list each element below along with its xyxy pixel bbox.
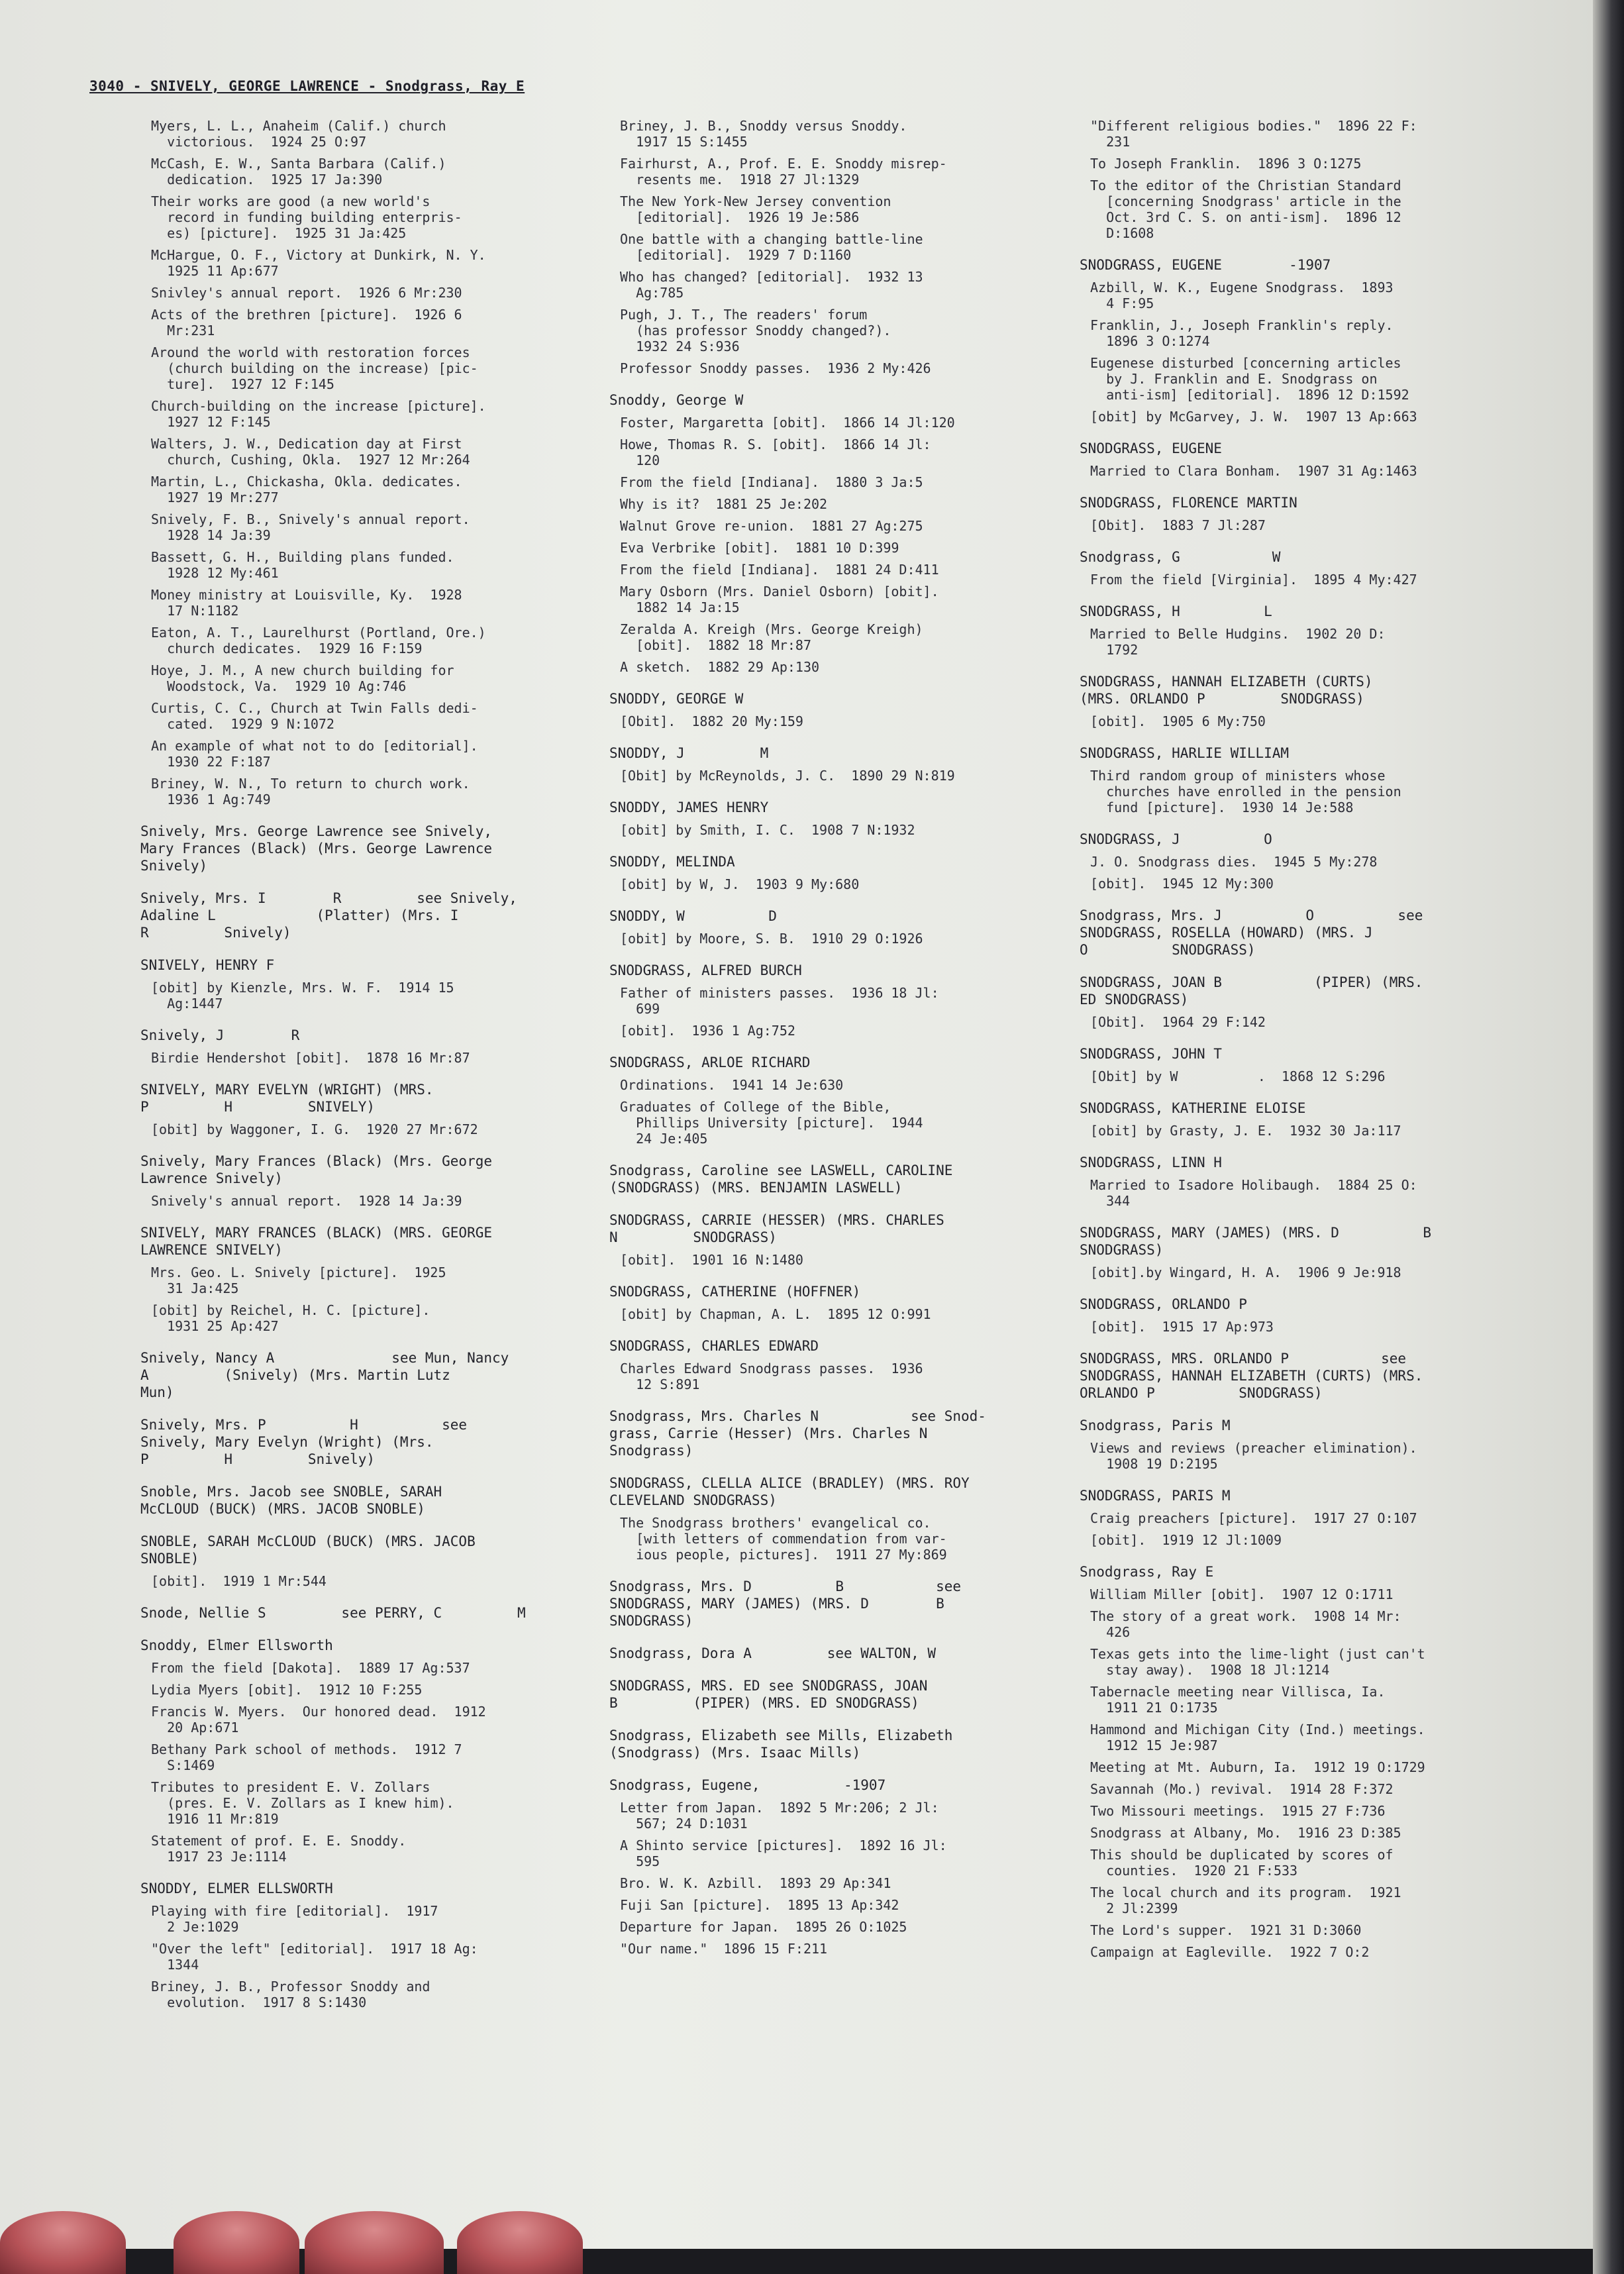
index-group bbox=[609, 1578, 1073, 1629]
index-entry: [obit] by Kienzle, Mrs. W. F. 1914 15 Ag:1447 bbox=[151, 980, 454, 1011]
index-group bbox=[609, 745, 1073, 784]
index-entry: [obit]. 1915 17 Ap:973 bbox=[1090, 1319, 1274, 1335]
index-heading: SNODGRASS, CHARLES EDWARD bbox=[609, 1338, 819, 1354]
index-entry: Fairhurst, A., Prof. E. E. Snoddy misrep- resents me. 1918 27 Jl:1329 bbox=[620, 156, 947, 187]
index-group bbox=[1080, 256, 1530, 425]
index-entry: [obit]. 1936 1 Ag:752 bbox=[620, 1023, 795, 1039]
index-entry: [obit] by Moore, S. B. 1910 29 O:1926 bbox=[620, 931, 923, 947]
index-group bbox=[609, 118, 1073, 376]
index-entry: Texas gets into the lime-light (just can't stay away). 1908 18 Jl:1214 bbox=[1090, 1646, 1425, 1678]
index-entry: The Snodgrass brothers' evangelical co. [with letters of commendation from var- ious people, pictures]. 1911 27 My:869 bbox=[620, 1515, 947, 1563]
index-group bbox=[1080, 974, 1530, 1030]
index-heading: SNODGRASS, EUGENE bbox=[1080, 440, 1222, 456]
index-entry: From the field [Indiana]. 1881 24 D:411 bbox=[620, 562, 939, 578]
index-heading: SNODGRASS, KATHERINE ELOISE bbox=[1080, 1100, 1306, 1116]
index-heading: Snodgrass, Dora A see WALTON, W bbox=[609, 1645, 937, 1661]
index-group bbox=[1080, 1487, 1530, 1548]
index-entry: [obit] by Chapman, A. L. 1895 12 O:991 bbox=[620, 1306, 931, 1322]
index-entry: [Obit] by McReynolds, J. C. 1890 29 N:819 bbox=[620, 768, 955, 784]
index-entry: A Shinto service [pictures]. 1892 16 Jl: 595 bbox=[620, 1837, 947, 1869]
index-entry: [Obit]. 1883 7 Jl:287 bbox=[1090, 517, 1266, 533]
index-group bbox=[140, 1224, 604, 1334]
index-heading: SNODGRASS, JOHN T bbox=[1080, 1046, 1222, 1062]
index-entry: Snodgrass at Albany, Mo. 1916 23 D:385 bbox=[1090, 1825, 1401, 1841]
index-group bbox=[140, 1027, 604, 1066]
index-entry: Fuji San [picture]. 1895 13 Ap:342 bbox=[620, 1897, 899, 1913]
index-group bbox=[609, 690, 1073, 729]
index-heading: Snoble, Mrs. Jacob see SNOBLE, SARAH McCLOUD (BUCK) (MRS. JACOB SNOBLE) bbox=[140, 1484, 442, 1517]
index-group bbox=[609, 1283, 1073, 1322]
index-entry: Briney, W. N., To return to church work. 1936 1 Ag:749 bbox=[151, 776, 470, 807]
index-entry: Foster, Margaretta [obit]. 1866 14 Jl:120 bbox=[620, 415, 955, 431]
index-entry: Statement of prof. E. E. Snoddy. 1917 23 Je:1114 bbox=[151, 1833, 407, 1865]
index-entry: [obit] by Smith, I. C. 1908 7 N:1932 bbox=[620, 822, 915, 838]
index-entry: The story of a great work. 1908 14 Mr: 426 bbox=[1090, 1608, 1401, 1640]
index-group bbox=[1080, 1350, 1530, 1402]
index-group bbox=[1080, 440, 1530, 479]
index-entry: Pugh, J. T., The readers' forum (has professor Snoddy changed?). 1932 24 S:936 bbox=[620, 307, 891, 354]
index-group bbox=[140, 118, 604, 807]
index-group bbox=[609, 907, 1073, 947]
index-entry: Azbill, W. K., Eugene Snodgrass. 1893 4 F:95 bbox=[1090, 280, 1394, 311]
index-group bbox=[140, 1416, 604, 1468]
index-heading: Snively, Nancy A see Mun, Nancy A (Snively) (Mrs. Martin Lutz Mun) bbox=[140, 1350, 509, 1400]
index-heading: SNODGRASS, CATHERINE (HOFFNER) bbox=[609, 1284, 861, 1300]
index-entry: Howe, Thomas R. S. [obit]. 1866 14 Jl: 120 bbox=[620, 437, 931, 468]
index-entry: Departure for Japan. 1895 26 O:1025 bbox=[620, 1919, 907, 1935]
index-entry: This should be duplicated by scores of counties. 1920 21 F:533 bbox=[1090, 1847, 1394, 1879]
index-entry: [obit] by W, J. 1903 9 My:680 bbox=[620, 876, 860, 892]
index-heading: Snodgrass, Paris M bbox=[1080, 1418, 1231, 1433]
index-entry: Married to Isadore Holibaugh. 1884 25 O: 344 bbox=[1090, 1177, 1417, 1209]
index-heading: SNODGRASS, MRS. ED see SNODGRASS, JOAN B (PIPER) (MRS. ED SNODGRASS) bbox=[609, 1678, 928, 1711]
index-heading: SNODGRASS, MARY (JAMES) (MRS. D B SNODGRASS) bbox=[1080, 1225, 1432, 1258]
index-entry: Briney, J. B., Professor Snoddy and evolution. 1917 8 S:1430 bbox=[151, 1979, 431, 2010]
column-right bbox=[1080, 118, 1530, 1975]
index-entry: [obit]. 1919 12 Jl:1009 bbox=[1090, 1532, 1282, 1548]
index-entry: Martin, L., Chickasha, Okla. dedicates. 1927 19 Mr:277 bbox=[151, 474, 462, 505]
index-heading: SNODGRASS, HANNAH ELIZABETH (CURTS) (MRS. ORLANDO P SNODGRASS) bbox=[1080, 674, 1373, 707]
index-entry: [obit].by Wingard, H. A. 1906 9 Je:918 bbox=[1090, 1265, 1401, 1280]
index-entry: Graduates of College of the Bible, Phillips University [picture]. 1944 24 Je:405 bbox=[620, 1099, 923, 1147]
index-group bbox=[609, 1727, 1073, 1761]
index-entry: To the editor of the Christian Standard [concerning Snodgrass' article in the Oct. 3rd C. S. on anti-ism]. 1896 12 D:1608 bbox=[1090, 178, 1401, 241]
index-entry: Who has changed? [editorial]. 1932 13 Ag:785 bbox=[620, 269, 923, 301]
index-group bbox=[140, 1880, 604, 2010]
index-heading: SNODGRASS, FLORENCE MARTIN bbox=[1080, 495, 1297, 511]
index-entry: One battle with a changing battle-line [editorial]. 1929 7 D:1160 bbox=[620, 231, 923, 263]
index-heading: Snively, Mrs. George Lawrence see Snively, Mary Frances (Black) (Mrs. George Lawrence Snively) bbox=[140, 823, 493, 874]
index-heading: Snodgrass, Mrs. D B see SNODGRASS, MARY (JAMES) (MRS. D B SNODGRASS) bbox=[609, 1578, 962, 1629]
index-heading: Snively, Mrs. I R see Snively, Adaline L (Platter) (Mrs. I R Snively) bbox=[140, 890, 517, 941]
index-entry: Lydia Myers [obit]. 1912 10 F:255 bbox=[151, 1682, 423, 1698]
index-group bbox=[1080, 745, 1530, 815]
index-entry: Father of ministers passes. 1936 18 Jl: 699 bbox=[620, 985, 939, 1017]
index-heading: SNODDY, MELINDA bbox=[609, 854, 735, 870]
index-entry: Bro. W. K. Azbill. 1893 29 Ap:341 bbox=[620, 1875, 891, 1891]
index-entry: Money ministry at Louisville, Ky. 1928 17 N:1182 bbox=[151, 587, 462, 619]
index-heading: SNODDY, ELMER ELLSWORTH bbox=[140, 1881, 333, 1896]
index-heading: SNODGRASS, H L bbox=[1080, 603, 1272, 619]
index-group bbox=[609, 1677, 1073, 1712]
index-entry: Ordinations. 1941 14 Je:630 bbox=[620, 1077, 844, 1093]
index-heading: SNODGRASS, ALFRED BURCH bbox=[609, 962, 802, 978]
index-group bbox=[140, 1483, 604, 1518]
index-entry: Snivley's annual report. 1926 6 Mr:230 bbox=[151, 285, 462, 301]
index-entry: Their works are good (a new world's record in funding building enterpris- es) [picture]. 1925 31 Ja:425 bbox=[151, 193, 462, 241]
index-entry: [obit]. 1901 16 N:1480 bbox=[620, 1252, 803, 1268]
index-heading: Snodgrass, Mrs. Charles N see Snod- grass, Carrie (Hesser) (Mrs. Charles N Snodgrass) bbox=[609, 1408, 986, 1459]
index-heading: SNODGRASS, ARLOE RICHARD bbox=[609, 1055, 811, 1070]
index-group bbox=[140, 823, 604, 874]
index-heading: SNIVELY, MARY EVELYN (WRIGHT) (MRS. P H SNIVELY) bbox=[140, 1082, 434, 1115]
index-heading: Snodgrass, G W bbox=[1080, 549, 1281, 565]
index-entry: William Miller [obit]. 1907 12 O:1711 bbox=[1090, 1586, 1394, 1602]
index-group bbox=[609, 799, 1073, 838]
index-entry: Walnut Grove re-union. 1881 27 Ag:275 bbox=[620, 518, 923, 534]
index-group bbox=[1080, 1154, 1530, 1209]
index-entry: Charles Edward Snodgrass passes. 1936 12 S:891 bbox=[620, 1361, 923, 1392]
index-group bbox=[609, 1162, 1073, 1196]
index-entry: From the field [Indiana]. 1880 3 Ja:5 bbox=[620, 474, 923, 490]
index-entry: Around the world with restoration forces (church building on the increase) [pic- ture]. 1927 12 F:145 bbox=[151, 344, 478, 392]
index-heading: SNODGRASS, J O bbox=[1080, 831, 1272, 847]
index-entry: Bassett, G. H., Building plans funded. 1928 12 My:461 bbox=[151, 549, 454, 581]
index-entry: Briney, J. B., Snoddy versus Snoddy. 1917 15 S:1455 bbox=[620, 118, 907, 150]
index-entry: [obit]. 1919 1 Mr:544 bbox=[151, 1573, 327, 1589]
index-heading: SNODGRASS, CARRIE (HESSER) (MRS. CHARLES N SNODGRASS) bbox=[609, 1212, 944, 1245]
index-heading: Snodgrass, Elizabeth see Mills, Elizabeth (Snodgrass) (Mrs. Isaac Mills) bbox=[609, 1728, 953, 1761]
index-entry: "Our name." 1896 15 F:211 bbox=[620, 1941, 828, 1957]
index-group bbox=[140, 1153, 604, 1209]
index-entry: [obit] by Waggoner, I. G. 1920 27 Mr:672 bbox=[151, 1121, 478, 1137]
index-group bbox=[1080, 1417, 1530, 1472]
index-group bbox=[140, 1637, 604, 1865]
index-entry: Tabernacle meeting near Villisca, Ia. 1911 21 O:1735 bbox=[1090, 1684, 1386, 1716]
index-heading: Snodgrass, Eugene, -1907 bbox=[609, 1777, 886, 1793]
index-entry: [Obit] by W . 1868 12 S:296 bbox=[1090, 1068, 1386, 1084]
index-heading: Snively, J R bbox=[140, 1027, 300, 1043]
index-entry: Mrs. Geo. L. Snively [picture]. 1925 31 Ja:425 bbox=[151, 1265, 446, 1296]
index-entry: Letter from Japan. 1892 5 Mr:206; 2 Jl: 567; 24 D:1031 bbox=[620, 1800, 939, 1832]
index-heading: SNODDY, J M bbox=[609, 745, 769, 761]
index-heading: SNIVELY, MARY FRANCES (BLACK) (MRS. GEORGE LAWRENCE SNIVELY) bbox=[140, 1225, 493, 1258]
index-entry: Birdie Hendershot [obit]. 1878 16 Mr:87 bbox=[151, 1050, 470, 1066]
index-group bbox=[609, 1054, 1073, 1147]
index-heading: SNODDY, W D bbox=[609, 908, 777, 924]
index-heading: SNODGRASS, MRS. ORLANDO P see SNODGRASS, HANNAH ELIZABETH (CURTS) (MRS. ORLANDO P SNODGRASS) bbox=[1080, 1351, 1423, 1401]
index-group bbox=[140, 1533, 604, 1589]
index-entry: Views and reviews (preacher elimination). 1908 19 D:2195 bbox=[1090, 1440, 1417, 1472]
index-group bbox=[1080, 1563, 1530, 1960]
index-heading: Snodgrass, Mrs. J O see SNODGRASS, ROSELLA (HOWARD) (MRS. J O SNODGRASS) bbox=[1080, 907, 1423, 958]
index-group bbox=[1080, 118, 1530, 241]
column-left bbox=[140, 118, 604, 2026]
index-heading: SNODGRASS, EUGENE -1907 bbox=[1080, 257, 1331, 273]
index-heading: Snively, Mrs. P H see Snively, Mary Evelyn (Wright) (Mrs. P H Snively) bbox=[140, 1417, 468, 1467]
index-heading: SNODGRASS, CLELLA ALICE (BRADLEY) (MRS. ROY CLEVELAND SNODGRASS) bbox=[609, 1475, 970, 1508]
index-heading: Snoddy, Elmer Ellsworth bbox=[140, 1637, 333, 1653]
index-group bbox=[140, 1604, 604, 1622]
index-heading: Snode, Nellie S see PERRY, C M bbox=[140, 1605, 526, 1621]
index-entry: McCash, E. W., Santa Barbara (Calif.) dedication. 1925 17 Ja:390 bbox=[151, 156, 446, 187]
index-group bbox=[1080, 494, 1530, 533]
finger-tip-1 bbox=[174, 2211, 299, 2274]
index-group bbox=[1080, 1296, 1530, 1335]
index-entry: Eaton, A. T., Laurelhurst (Portland, Ore.) church dedicates. 1929 16 F:159 bbox=[151, 625, 486, 656]
index-entry: [obit] by Grasty, J. E. 1932 30 Ja:117 bbox=[1090, 1123, 1401, 1139]
index-entry: Snively, F. B., Snively's annual report. 1928 14 Ja:39 bbox=[151, 511, 470, 543]
index-group bbox=[609, 1777, 1073, 1957]
index-entry: Married to Belle Hudgins. 1902 20 D: 1792 bbox=[1090, 626, 1386, 658]
index-entry: Zeralda A. Kreigh (Mrs. George Kreigh) [obit]. 1882 18 Mr:87 bbox=[620, 621, 923, 653]
index-entry: Hoye, J. M., A new church building for Woodstock, Va. 1929 10 Ag:746 bbox=[151, 662, 454, 694]
index-entry: Acts of the brethren [picture]. 1926 6 Mr:231 bbox=[151, 307, 462, 338]
index-heading: Snoddy, George W bbox=[609, 392, 744, 408]
index-heading: SNODGRASS, HARLIE WILLIAM bbox=[1080, 745, 1290, 761]
index-group bbox=[1080, 831, 1530, 892]
index-group bbox=[1080, 1100, 1530, 1139]
index-group bbox=[140, 956, 604, 1011]
index-entry: From the field [Dakota]. 1889 17 Ag:537 bbox=[151, 1660, 470, 1676]
index-entry: To Joseph Franklin. 1896 3 O:1275 bbox=[1090, 156, 1362, 172]
index-heading: SNODGRASS, JOAN B (PIPER) (MRS. ED SNODGRASS) bbox=[1080, 974, 1423, 1008]
index-entry: Professor Snoddy passes. 1936 2 My:426 bbox=[620, 360, 931, 376]
index-entry: McHargue, O. F., Victory at Dunkirk, N. Y. 1925 11 Ap:677 bbox=[151, 247, 486, 279]
index-entry: Tributes to president E. V. Zollars (pres. E. V. Zollars as I knew him). 1916 11 Mr:819 bbox=[151, 1779, 454, 1827]
index-group bbox=[1080, 1045, 1530, 1084]
index-group bbox=[609, 1474, 1073, 1563]
index-group bbox=[1080, 907, 1530, 958]
page-header: 3040 - SNIVELY, GEORGE LAWRENCE - Snodgrass, Ray E bbox=[89, 78, 525, 94]
index-group bbox=[609, 1337, 1073, 1392]
index-entry: J. O. Snodgrass dies. 1945 5 My:278 bbox=[1090, 854, 1378, 870]
index-group bbox=[1080, 548, 1530, 588]
index-heading: SNODDY, GEORGE W bbox=[609, 691, 744, 707]
index-group bbox=[140, 1081, 604, 1137]
index-heading: Snodgrass, Caroline see LASWELL, CAROLINE (SNODGRASS) (MRS. BENJAMIN LASWELL) bbox=[609, 1163, 953, 1196]
index-group bbox=[609, 853, 1073, 892]
index-entry: From the field [Virginia]. 1895 4 My:427 bbox=[1090, 572, 1417, 588]
index-entry: Playing with fire [editorial]. 1917 2 Je:1029 bbox=[151, 1903, 438, 1935]
index-entry: Mary Osborn (Mrs. Daniel Osborn) [obit]. 1882 14 Ja:15 bbox=[620, 584, 939, 615]
index-heading: Snodgrass, Ray E bbox=[1080, 1564, 1214, 1580]
index-entry: The New York-New Jersey convention [editorial]. 1926 19 Je:586 bbox=[620, 193, 891, 225]
index-entry: Eva Verbrike [obit]. 1881 10 D:399 bbox=[620, 540, 899, 556]
index-entry: [obit] by McGarvey, J. W. 1907 13 Ap:663 bbox=[1090, 409, 1417, 425]
index-entry: Snively's annual report. 1928 14 Ja:39 bbox=[151, 1193, 462, 1209]
index-entry: Walters, J. W., Dedication day at First church, Cushing, Okla. 1927 12 Mr:264 bbox=[151, 436, 470, 468]
index-entry: "Over the left" [editorial]. 1917 18 Ag: 1344 bbox=[151, 1941, 478, 1973]
index-entry: Two Missouri meetings. 1915 27 F:736 bbox=[1090, 1803, 1386, 1819]
index-entry: Eugenese disturbed [concerning articles by J. Franklin and E. Snodgrass on anti-ism] [editorial]. 1896 12 D:1592 bbox=[1090, 355, 1409, 403]
index-heading: Snively, Mary Frances (Black) (Mrs. George Lawrence Snively) bbox=[140, 1153, 493, 1186]
index-entry: Bethany Park school of methods. 1912 7 S:1469 bbox=[151, 1741, 462, 1773]
index-group bbox=[609, 391, 1073, 675]
index-entry: Craig preachers [picture]. 1917 27 O:107 bbox=[1090, 1510, 1417, 1526]
index-entry: Myers, L. L., Anaheim (Calif.) church victorious. 1924 25 O:97 bbox=[151, 118, 446, 150]
index-heading: SNODGRASS, PARIS M bbox=[1080, 1488, 1231, 1504]
index-entry: Third random group of ministers whose churches have enrolled in the pension fund [picture]. 1930 14 Je:588 bbox=[1090, 768, 1401, 815]
index-group bbox=[609, 1645, 1073, 1662]
index-heading: SNOBLE, SARAH McCLOUD (BUCK) (MRS. JACOB SNOBLE) bbox=[140, 1533, 476, 1567]
index-group bbox=[1080, 1224, 1530, 1280]
index-entry: Meeting at Mt. Auburn, Ia. 1912 19 O:1729 bbox=[1090, 1759, 1425, 1775]
index-entry: Hammond and Michigan City (Ind.) meetings. 1912 15 Je:987 bbox=[1090, 1722, 1425, 1753]
index-group bbox=[1080, 603, 1530, 658]
index-entry: [Obit]. 1964 29 F:142 bbox=[1090, 1014, 1266, 1030]
finger-tip-2 bbox=[305, 2211, 444, 2274]
index-group bbox=[140, 1349, 604, 1401]
index-entry: Why is it? 1881 25 Je:202 bbox=[620, 496, 828, 512]
index-entry: Curtis, C. C., Church at Twin Falls dedi- cated. 1929 9 N:1072 bbox=[151, 700, 478, 732]
index-entry: An example of what not to do [editorial]. 1930 22 F:187 bbox=[151, 738, 478, 770]
index-heading: SNIVELY, HENRY F bbox=[140, 957, 275, 973]
index-group bbox=[609, 1212, 1073, 1268]
index-entry: Francis W. Myers. Our honored dead. 1912 20 Ap:671 bbox=[151, 1704, 486, 1735]
index-entry: The local church and its program. 1921 2 Jl:2399 bbox=[1090, 1885, 1401, 1916]
column-middle bbox=[609, 118, 1073, 1972]
index-group bbox=[609, 962, 1073, 1039]
index-entry: Church-building on the increase [picture]. 1927 12 F:145 bbox=[151, 398, 486, 430]
index-heading: SNODGRASS, ORLANDO P bbox=[1080, 1296, 1247, 1312]
index-entry: [Obit]. 1882 20 My:159 bbox=[620, 713, 803, 729]
index-entry: The Lord's supper. 1921 31 D:3060 bbox=[1090, 1922, 1362, 1938]
index-entry: Franklin, J., Joseph Franklin's reply. 1896 3 O:1274 bbox=[1090, 317, 1394, 349]
index-entry: [obit] by Reichel, H. C. [picture]. 1931 25 Ap:427 bbox=[151, 1302, 431, 1334]
index-group bbox=[1080, 673, 1530, 729]
index-entry: A sketch. 1882 29 Ap:130 bbox=[620, 659, 820, 675]
index-entry: Married to Clara Bonham. 1907 31 Ag:1463 bbox=[1090, 463, 1417, 479]
index-heading: SNODDY, JAMES HENRY bbox=[609, 800, 769, 815]
index-entry: Savannah (Mo.) revival. 1914 28 F:372 bbox=[1090, 1781, 1394, 1797]
index-entry: [obit]. 1905 6 My:750 bbox=[1090, 713, 1266, 729]
index-entry: [obit]. 1945 12 My:300 bbox=[1090, 876, 1274, 892]
index-group bbox=[609, 1408, 1073, 1459]
thumb-tip bbox=[0, 2211, 126, 2274]
index-entry: Campaign at Eagleville. 1922 7 O:2 bbox=[1090, 1944, 1370, 1960]
index-heading: SNODGRASS, LINN H bbox=[1080, 1155, 1222, 1170]
index-entry: "Different religious bodies." 1896 22 F: 231 bbox=[1090, 118, 1417, 150]
index-group bbox=[140, 890, 604, 941]
page-edge bbox=[1593, 0, 1624, 2274]
finger-tip-3 bbox=[457, 2211, 583, 2274]
